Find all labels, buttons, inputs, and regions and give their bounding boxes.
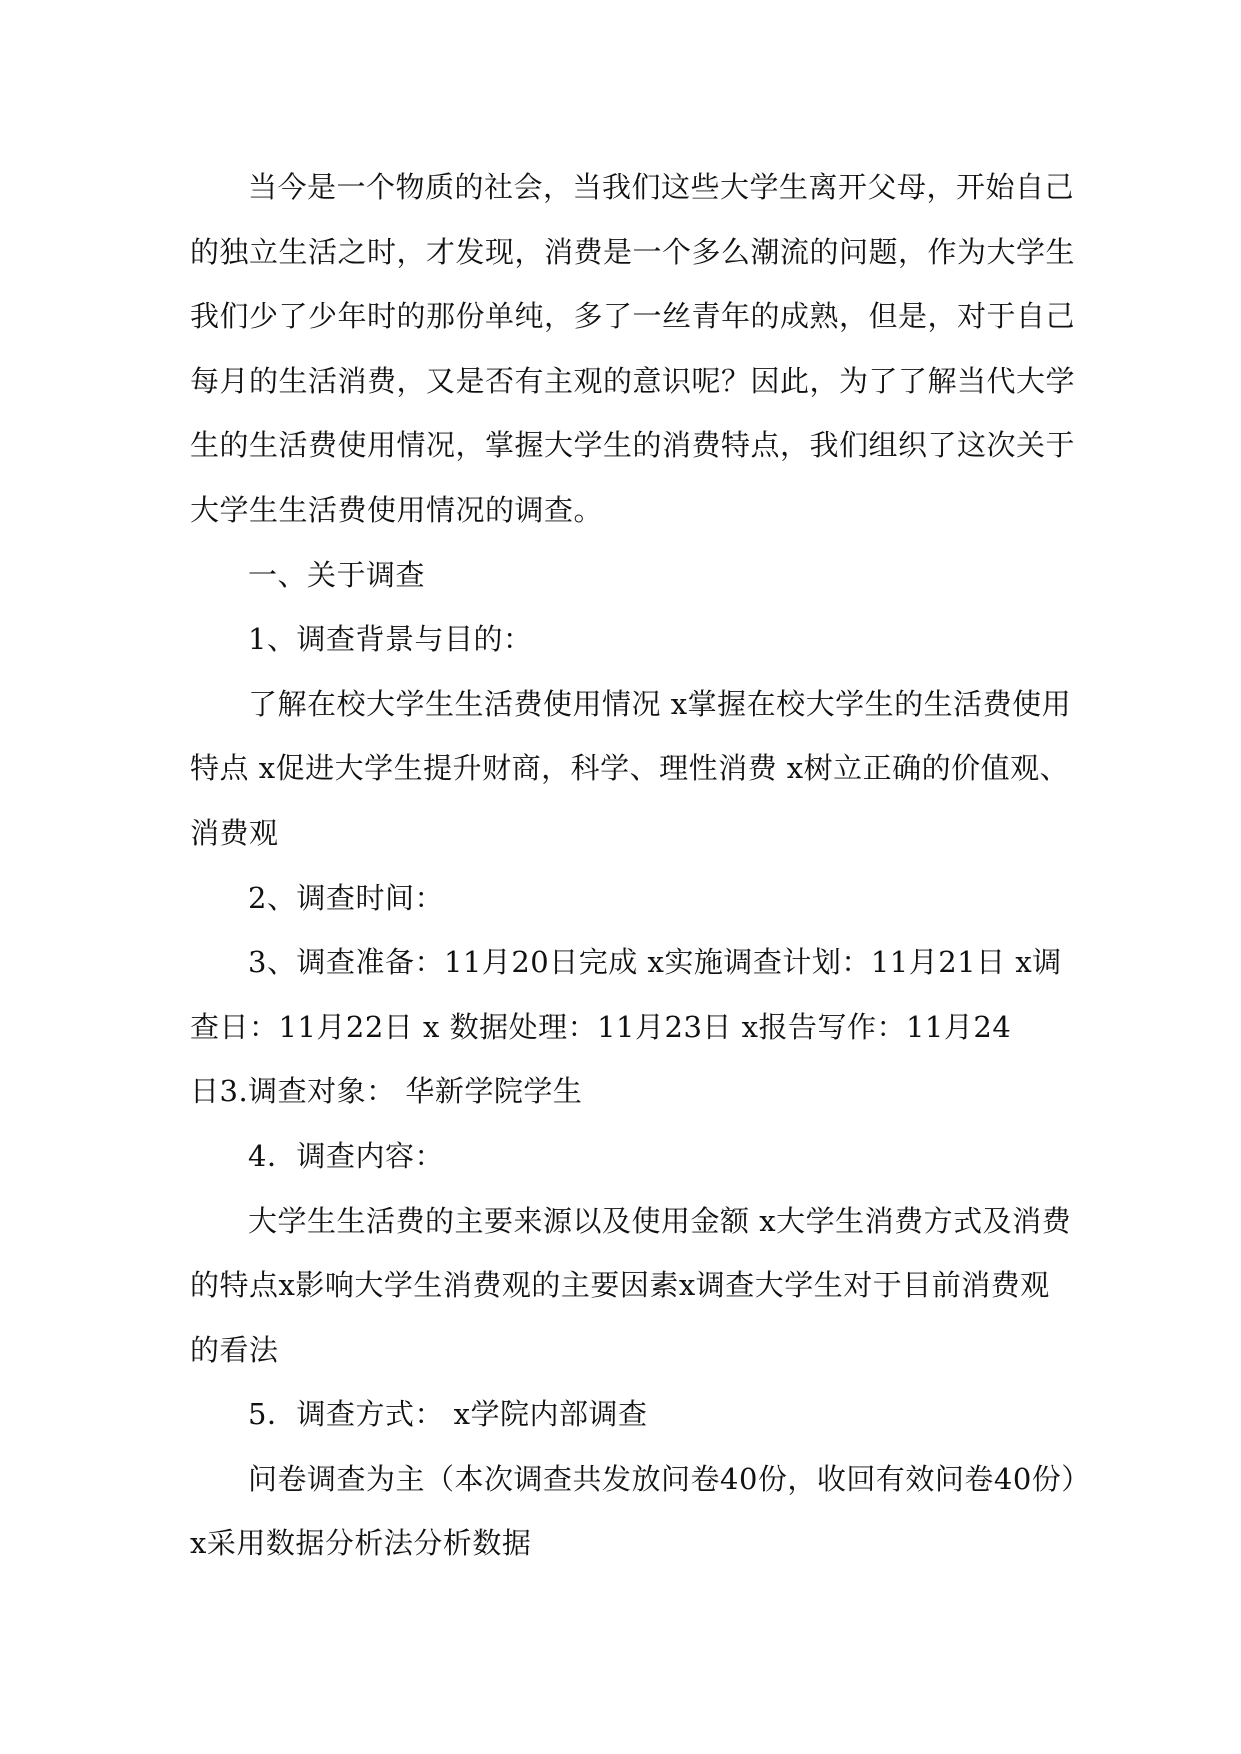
method-paragraph (190, 1447, 1091, 1576)
text-line: 4．调查内容： (248, 1138, 444, 1173)
subsection-heading (190, 607, 1062, 672)
text-line: x采用数据分析法分析数据 (190, 1526, 532, 1561)
text-line: 查日：11月22日 x 数据处理：11月23日 x报告写作：11月24 (190, 1009, 1012, 1044)
text-line: 我们少了少年时的那份单纯，多了一丝青年的成熟，但是，对于自己 (190, 299, 1076, 334)
text-line: 3、调查准备：11月20日完成 x实施调查计划：11月21日 x调 (248, 945, 1062, 980)
text-line: 每月的生活消费，又是否有主观的意识呢？因此，为了了解当代大学 (190, 363, 1076, 398)
text-line: 的独立生活之时，才发现，消费是一个多么潮流的问题，作为大学生 (190, 234, 1076, 269)
schedule-paragraph (190, 930, 1062, 1124)
text-line: 生的生活费使用情况，掌握大学生的消费特点，我们组织了这次关于 (190, 428, 1076, 463)
text-line: 日3.调查对象： 华新学院学生 (190, 1074, 583, 1109)
text-line: 2、调查时间： (248, 880, 444, 915)
content-paragraph (190, 1189, 1072, 1383)
subsection-heading (190, 1124, 1062, 1189)
subsection-heading (190, 866, 1062, 931)
text-line: 当今是一个物质的社会，当我们这些大学生离开父母，开始自己 (248, 170, 1075, 204)
purpose-paragraph (190, 672, 1072, 866)
document-body (190, 155, 1091, 1576)
text-line: 大学生生活费使用情况的调查。 (190, 492, 604, 527)
text-line: 1、调查背景与目的： (248, 622, 533, 657)
text-line: 问卷调查为主（本次调查共发放问卷40份，收回有效问卷40份） (248, 1461, 1091, 1496)
text-line: 了解在校大学生生活费使用情况 x掌握在校大学生的生活费使用 (248, 686, 1072, 721)
intro-paragraph (190, 155, 1076, 543)
text-line: 5．调查方式： x学院内部调查 (248, 1397, 648, 1432)
text-line: 的特点x影响大学生消费观的主要因素x调查大学生对于目前消费观 (190, 1268, 1050, 1303)
text-line: 大学生生活费的主要来源以及使用金额 x大学生消费方式及消费 (248, 1203, 1072, 1238)
subsection-heading (190, 1382, 1062, 1447)
text-line: 消费观 (190, 815, 279, 850)
text-line: 的看法 (190, 1332, 279, 1367)
section-heading (190, 543, 1062, 608)
text-line: 特点 x促进大学生提升财商，科学、理性消费 x树立正确的价值观、 (190, 751, 1070, 786)
text-line: 一、关于调查 (248, 557, 426, 592)
